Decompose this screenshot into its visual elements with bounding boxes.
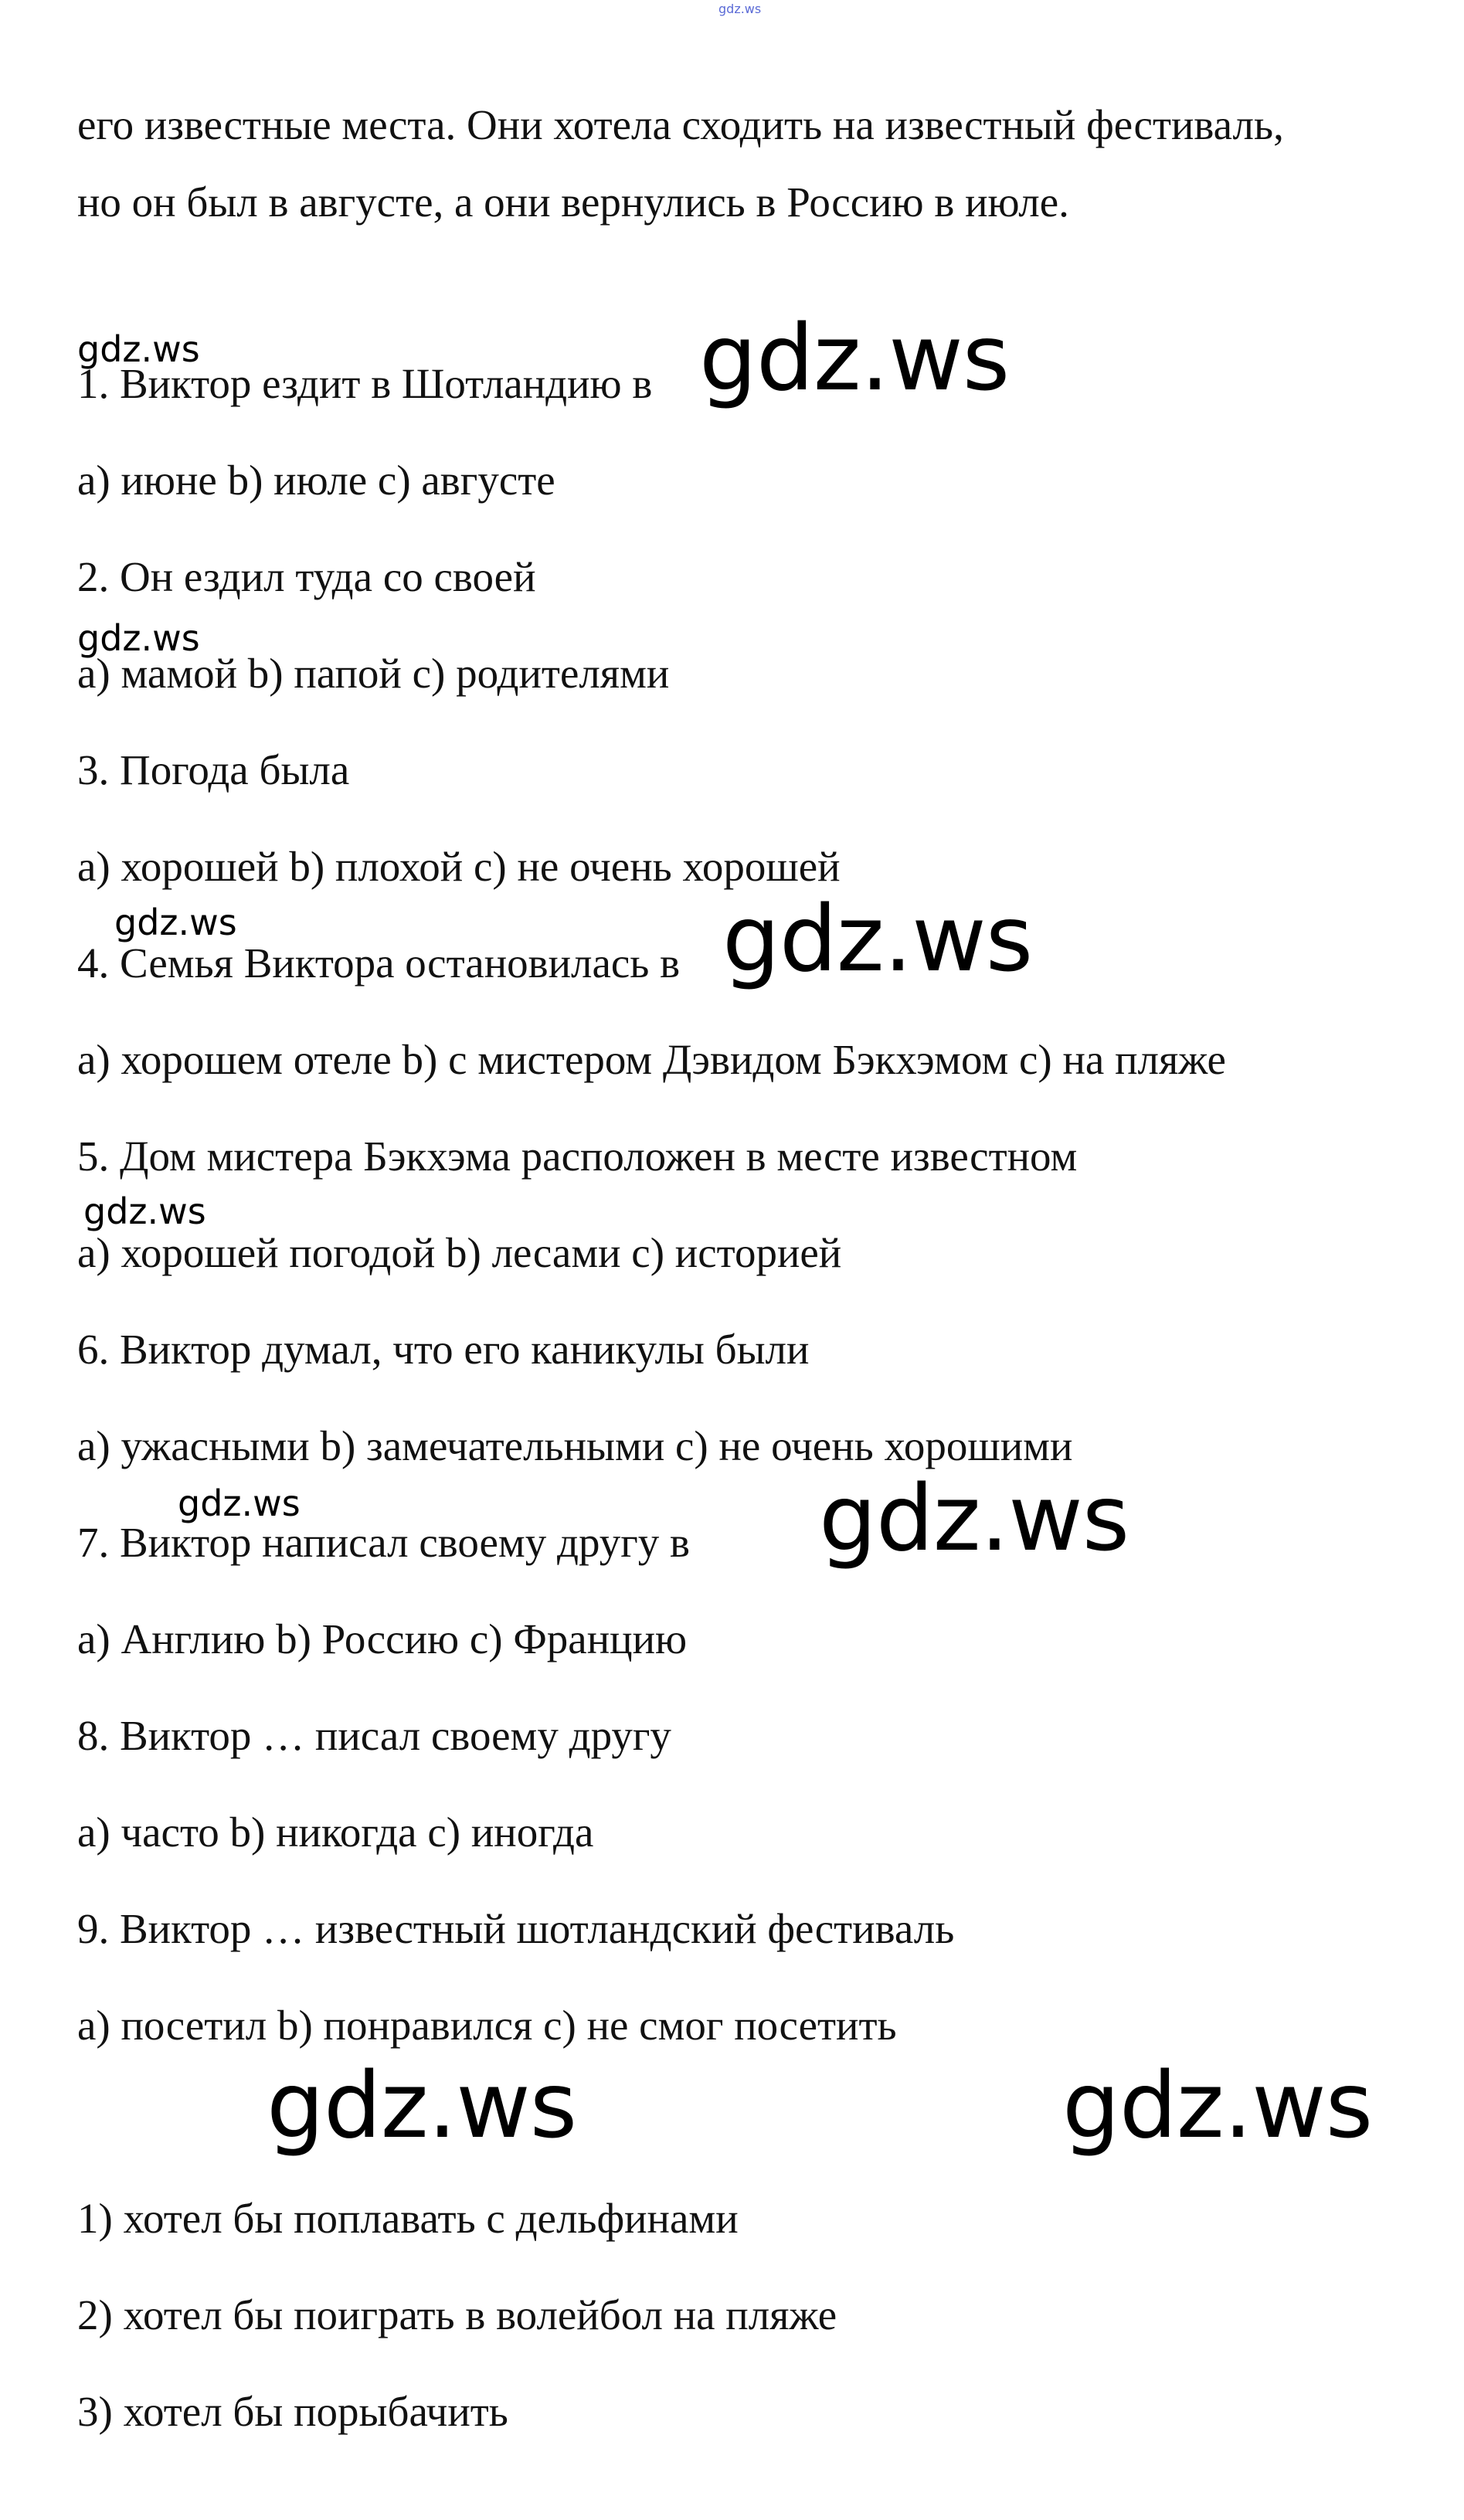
watermark-big-5: gdz.ws [1062, 2052, 1373, 2158]
answer-1: a) июне b) июле c) августе [77, 457, 555, 504]
intro-line-1: его известные места. Они хотела сходить на известный фестиваль, [77, 101, 1284, 148]
watermark-big-4: gdz.ws [267, 2052, 577, 2158]
question-7: 7. Виктор написал своему другу в [77, 1519, 691, 1566]
watermark-small-2: gdz.ws [77, 617, 200, 659]
answer-3: a) хорошей b) плохой c) не очень хорошей [77, 843, 841, 890]
watermark-small-1: gdz.ws [77, 328, 200, 370]
answer-6: a) ужасными b) замечательными c) не очень хорошими [77, 1422, 1073, 1469]
watermark-big-1: gdz.ws [699, 304, 1010, 411]
watermark-small-3: gdz.ws [114, 902, 237, 943]
question-8: 8. Виктор … писал своему другу [77, 1712, 671, 1759]
question-5: 5. Дом мистера Бэкхэма расположен в месте известном [77, 1133, 1078, 1180]
answer-5: a) хорошей погодой b) лесами c) историей [77, 1229, 842, 1276]
question-2: 2. Он ездил туда со своей [77, 553, 536, 600]
answer-8: a) часто b) никогда c) иногда [77, 1808, 594, 1856]
question-9: 9. Виктор … известный шотландский фестиваль [77, 1905, 955, 1952]
answer-4: a) хорошем отеле b) с мистером Дэвидом Бэкхэмом c) на пляже [77, 1036, 1226, 1083]
intro-line-2: но он был в августе, а они вернулись в Россию в июле. [77, 178, 1069, 226]
question-6: 6. Виктор думал, что его каникулы были [77, 1326, 810, 1373]
answer-9: a) посетил b) понравился c) не смог посетить [77, 2002, 897, 2049]
watermark-small-4: gdz.ws [83, 1190, 206, 1232]
watermark-small-5: gdz.ws [178, 1482, 301, 1524]
wish-1: 1) хотел бы поплавать с дельфинами [77, 2195, 739, 2242]
question-4: 4. Семья Виктора остановилась в [77, 939, 681, 987]
answer-2: a) мамой b) папой c) родителями [77, 650, 670, 697]
watermark-big-2: gdz.ws [722, 885, 1033, 992]
answer-7: a) Англию b) Россию c) Францию [77, 1615, 688, 1662]
watermark-big-3: gdz.ws [819, 1465, 1129, 1571]
question-3: 3. Погода была [77, 746, 350, 793]
page-watermark-top: gdz.ws [718, 2, 762, 16]
wish-2: 2) хотел бы поиграть в волейбол на пляже [77, 2291, 837, 2338]
wish-3: 3) хотел бы порыбачить [77, 2388, 508, 2435]
question-1: 1. Виктор ездит в Шотландию в [77, 360, 653, 407]
